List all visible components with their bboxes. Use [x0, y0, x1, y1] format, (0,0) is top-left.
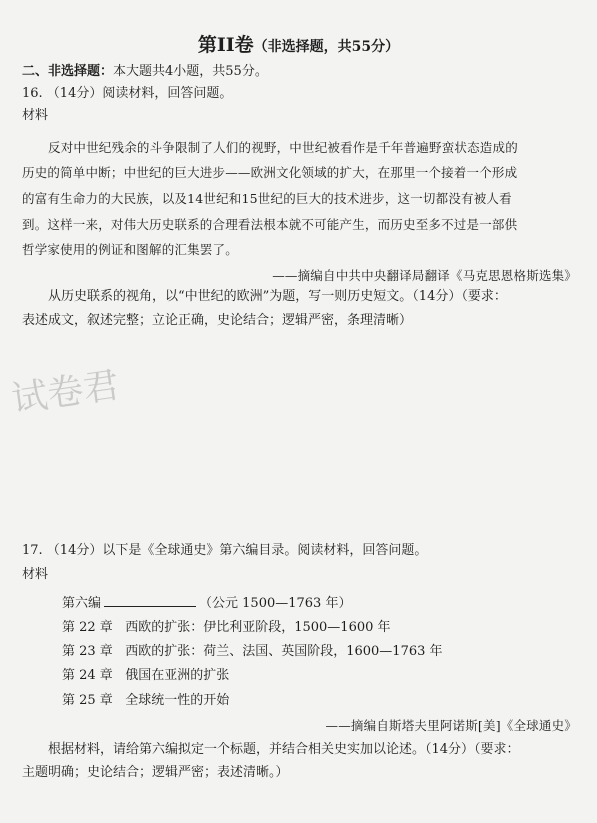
q17-chapter [62, 667, 229, 685]
chapter-number: 第 22 章 [62, 620, 113, 635]
q16-material-label: 材料 [22, 108, 49, 123]
q17-task-line: 主题明确；史论结合；逻辑严密；表述清晰。） [22, 765, 289, 780]
chapter-title: 全球统一性的开始 [125, 693, 230, 708]
chapter-title: 俄国在亚洲的扩张 [125, 668, 230, 683]
title-main: 第II卷 [197, 34, 254, 56]
q17-chapter [62, 643, 443, 661]
q16-source: ——摘编自中共中央翻译局翻译《马克思恩格斯选集》 [272, 268, 577, 283]
q16-task-line: 表述成文，叙述完整；立论正确，史论结合；逻辑严密，条理清晰） [22, 313, 413, 328]
section-heading-rest: 本大题共4小题，共55分。 [113, 64, 268, 79]
chapter-number: 第 25 章 [62, 693, 113, 708]
q16-prompt: 16. （14分）阅读材料，回答问题。 [22, 86, 233, 101]
q16-material-line: 反对中世纪残余的斗争限制了人们的视野，中世纪被看作是千年普遍野蛮状态造成的 [48, 140, 518, 155]
q17-part-label: 第六编 [62, 596, 102, 611]
chapter-number: 第 24 章 [62, 668, 113, 683]
q17-chapter [62, 619, 391, 637]
chapter-title: 西欧的扩张：荷兰、法国、英国阶段，1600—1763 年 [125, 644, 443, 659]
q17-prompt: 17. （14分）以下是《全球通史》第六编目录。阅读材料，回答问题。 [22, 543, 428, 558]
section-heading [22, 63, 268, 81]
q16-material-line: 的富有生命力的大民族，以及14世纪和15世纪的巨大的技术进步，这一切都没有被人看 [22, 191, 512, 206]
q17-source: ——摘编自斯塔夫里阿诺斯[美]《全球通史》 [325, 718, 577, 733]
q17-task-line: 根据材料，请给第六编拟定一个标题，并结合相关史实加以论述。（14分）（要求： [48, 742, 520, 757]
chapter-number: 第 23 章 [62, 644, 113, 659]
q16-task-line: 从历史联系的视角，以“中世纪的欧洲”为题，写一则历史短文。（14分）（要求： [48, 289, 507, 304]
q17-material-label: 材料 [22, 567, 49, 582]
q17-title-blank [104, 594, 196, 607]
q17-part-heading [62, 594, 351, 613]
q16-material-line: 到。这样一来，对伟大历史联系的合理看法根本就不可能产生，而历史至多不过是一部供 [22, 217, 518, 232]
watermark: 试卷君 [9, 364, 122, 421]
q16-material-line: 哲学家使用的例证和图解的汇集罢了。 [22, 242, 238, 257]
q17-chapter [62, 692, 229, 710]
title-subtitle: （非选择题，共55分） [253, 39, 400, 55]
q17-part-range: （公元 1500—1763 年） [199, 596, 352, 611]
q16-material-line: 历史的简单中断；中世纪的巨大进步——欧洲文化领域的扩大，在那里一个接着一个形成 [22, 165, 518, 180]
section-heading-bold: 二、非选择题： [22, 64, 114, 79]
section-title [0, 30, 597, 57]
chapter-title: 西欧的扩张：伊比利亚阶段，1500—1600 年 [125, 620, 391, 635]
